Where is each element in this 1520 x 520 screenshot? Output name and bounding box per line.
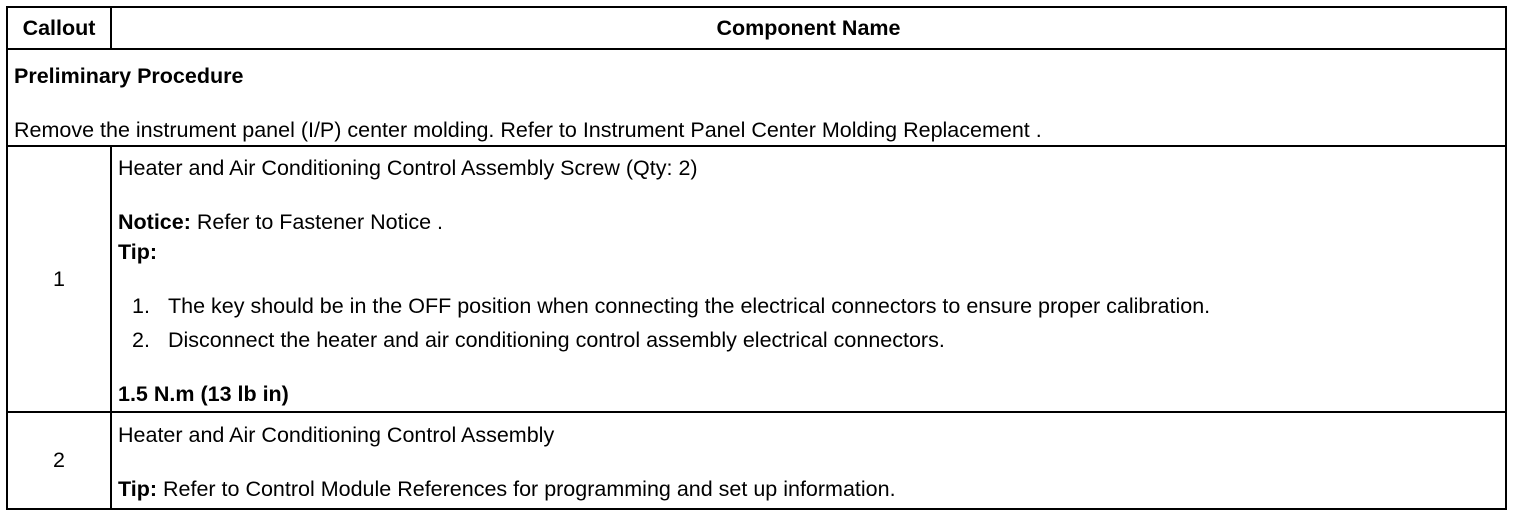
notice-line bbox=[118, 209, 1505, 235]
component-name: Heater and Air Conditioning Control Assembly Screw (Qty: 2) bbox=[118, 156, 698, 180]
table-row bbox=[7, 412, 1506, 509]
steps-list bbox=[118, 293, 1505, 353]
notice-label: Notice: bbox=[118, 210, 191, 234]
list-item bbox=[118, 293, 1505, 319]
step-number: 1. bbox=[132, 294, 150, 318]
step-number: 2. bbox=[132, 328, 150, 352]
callout-number: 1 bbox=[7, 146, 111, 412]
preliminary-cell bbox=[7, 49, 1506, 146]
notice-text: Refer to Fastener Notice . bbox=[190, 210, 444, 234]
tip-label: Tip: bbox=[118, 240, 158, 264]
table-row bbox=[7, 146, 1506, 412]
list-item bbox=[118, 327, 1505, 353]
callout-header: Callout bbox=[7, 7, 111, 49]
callout-number: 2 bbox=[7, 412, 111, 509]
preliminary-row bbox=[7, 49, 1506, 146]
tip-text: Refer to Control Module References for programming and set up information. bbox=[157, 477, 896, 501]
component-name-header: Component Name bbox=[111, 7, 1506, 49]
preliminary-text: Remove the instrument panel (I/P) center molding. Refer to Instrument Panel Center Molding Replacement . bbox=[14, 118, 1042, 142]
tip-line bbox=[118, 476, 1505, 502]
tip-label: Tip: bbox=[118, 477, 158, 501]
step-text: The key should be in the OFF position when connecting the electrical connectors to ensure proper calibration. bbox=[168, 294, 1211, 318]
preliminary-title: Preliminary Procedure bbox=[14, 64, 244, 88]
component-cell bbox=[111, 146, 1506, 412]
table-header-row bbox=[7, 7, 1506, 49]
torque-spec: 1.5 N.m (13 lb in) bbox=[118, 382, 289, 406]
step-text: Disconnect the heater and air conditioning control assembly electrical connectors. bbox=[168, 328, 945, 352]
component-name: Heater and Air Conditioning Control Assembly bbox=[118, 423, 555, 447]
component-cell bbox=[111, 412, 1506, 509]
procedure-table bbox=[6, 6, 1507, 510]
